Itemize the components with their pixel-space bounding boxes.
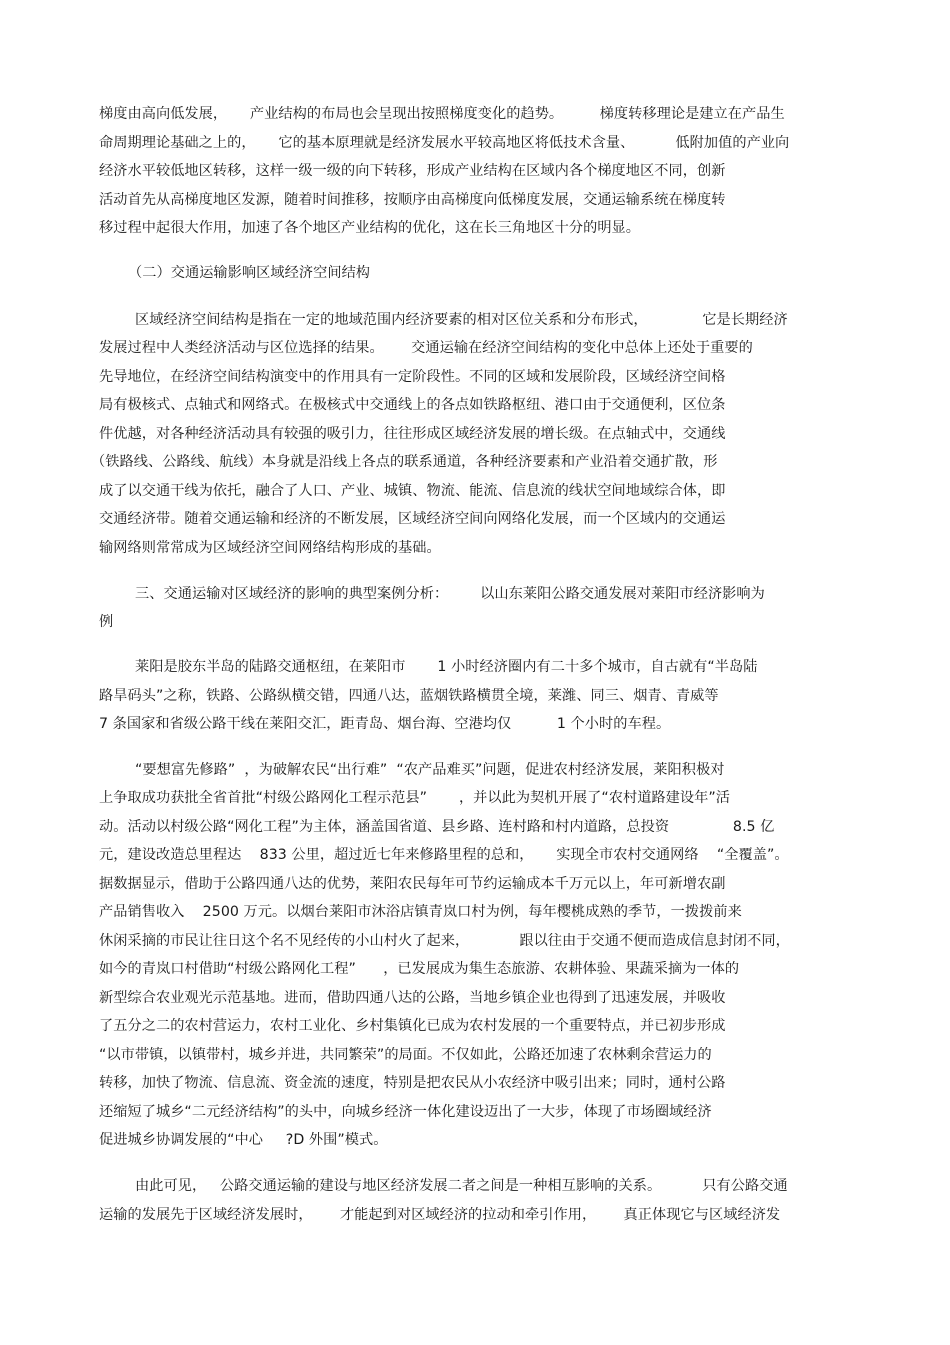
paragraph-2-line-1: 区域经济空间结构是指在一定的地域范围内经济要素的相对区位关系和分布形式， 它是长期经济: [135, 312, 788, 328]
paragraph-1-line-3: 经济水平较低地区转移，这样一级一级的向下转移，形成产业结构在区域内各个梯度地区不同，创新: [99, 163, 726, 179]
paragraph-4-line-11: “以市带镇，以镇带村，城乡并进，共同繁荣”的局面。不仅如此，公路还加速了农林剩余营运力的: [99, 1047, 712, 1063]
paragraph-4-line-7: 休闲采摘的市民让往日这个名不见经传的小山村火了起来， 跟以往由于交通不便而造成信息封闭不同，: [99, 933, 790, 949]
paragraph-4-line-1: “要想富先修路” ，为破解农民“出行难” “农产品难买”问题，促进农村经济发展，莱阳积极对: [135, 762, 725, 778]
paragraph-1-line-4: 活动首先从高梯度地区发源，随着时间推移，按顺序由高梯度向低梯度发展，交通运输系统在梯度转: [99, 192, 726, 208]
paragraph-1-line-2: 命周期理论基础之上的， 它的基本原理就是经济发展水平较高地区将低技术含量、 低附加值的产业向: [99, 135, 790, 151]
paragraph-1-line-1: 梯度由高向低发展， 产业结构的布局也会呈现出按照梯度变化的趋势。 梯度转移理论是建立在产品生: [99, 106, 785, 122]
paragraph-2-line-4: 局有极核式、点轴式和网络式。在极核式中交通线上的各点如铁路枢纽、港口由于交通便利，区位条: [99, 397, 726, 413]
paragraph-2-line-5: 件优越，对各种经济活动具有较强的吸引力，往往形成区域经济发展的增长级。在点轴式中，交通线: [99, 426, 726, 442]
section-heading-2: （二）交通运输影响区域经济空间结构: [128, 265, 371, 281]
paragraph-4-line-9: 新型综合农业观光示范基地。进而，借助四通八达的公路，当地乡镇企业也得到了迅速发展，并吸收: [99, 990, 726, 1006]
paragraph-2-line-3: 先导地位，在经济空间结构演变中的作用具有一定阶段性。不同的区域和发展阶段，区域经济空间格: [99, 369, 726, 385]
paragraph-3-line-2: 路旱码头”之称，铁路、公路纵横交错，四通八达，蓝烟铁路横贯全境，莱潍、同三、烟青、青威等: [99, 688, 719, 704]
paragraph-5-line-2: 运输的发展先于区域经济发展时， 才能起到对区域经济的拉动和牵引作用， 真正体现它与区域经济发: [99, 1207, 781, 1223]
paragraph-2-line-6: （铁路线、公路线、航线）本身就是沿线上各点的联系通道，各种经济要素和产业沿着交通扩散，形: [91, 454, 718, 470]
paragraph-5-line-1: 由此可见， 公路交通运输的建设与地区经济发展二者之间是一种相互影响的关系。 只有公路交通: [135, 1178, 788, 1194]
paragraph-4-line-4: 元，建设改造总里程达 833 公里，超过近七年来修路里程的总和， 实现全市农村交通网络 “全覆盖”。: [99, 847, 789, 863]
paragraph-4-line-12: 转移，加快了物流、信息流、资金流的速度，特别是把农民从小农经济中吸引出来；同时，通村公路: [99, 1075, 726, 1091]
section-heading-3-line-1: 三、交通运输对区域经济的影响的典型案例分析： 以山东莱阳公路交通发展对莱阳市经济影响为: [135, 586, 765, 602]
paragraph-4-line-14: 促进城乡协调发展的“中心 ?D 外围”模式。: [99, 1132, 388, 1148]
paragraph-4-line-6: 产品销售收入 2500 万元。以烟台莱阳市沐浴店镇青岚口村为例，每年樱桃成熟的季节，一拨拨前来: [99, 904, 742, 920]
paragraph-1-line-5: 移过程中起很大作用，加速了各个地区产业结构的优化，这在长三角地区十分的明显。: [99, 220, 641, 236]
paragraph-4-line-13: 还缩短了城乡“二元经济结构”的头中，向城乡经济一体化建设迈出了一大步，体现了市场圈域经济: [99, 1104, 712, 1120]
paragraph-4-line-8: 如今的青岚口村借助“村级公路网化工程” ，已发展成为集生态旅游、农耕体验、果蔬采摘为一体的: [99, 961, 740, 977]
paragraph-2-line-2: 发展过程中人类经济活动与区位选择的结果。 交通运输在经济空间结构的变化中总体上还处于重要的: [99, 340, 753, 356]
paragraph-2-line-9: 输网络则常常成为区域经济空间网络结构形成的基础。: [99, 540, 441, 556]
paragraph-4-line-10: 了五分之二的农村营运力，农村工业化、乡村集镇化已成为农村发展的一个重要特点，并已初步形成: [99, 1018, 726, 1034]
paragraph-4-line-5: 据数据显示，借助于公路四通八达的优势，莱阳农民每年可节约运输成本千万元以上，年可新增农副: [99, 876, 726, 892]
section-heading-3-line-2: 例: [99, 614, 114, 630]
paragraph-4-line-2: 上争取成功获批全省首批“村级公路网化工程示范县” ，并以此为契机开展了“农村道路建设年”活: [99, 790, 731, 806]
paragraph-2-line-7: 成了以交通干线为依托，融合了人口、产业、城镇、物流、能流、信息流的线状空间地域综合体，即: [99, 483, 726, 499]
paragraph-2-line-8: 交通经济带。随着交通运输和经济的不断发展，区域经济空间向网络化发展，而一个区域内的交通运: [99, 511, 726, 527]
paragraph-4-line-3: 动。活动以村级公路“网化工程”为主体，涵盖国省道、县乡路、连村路和村内道路，总投资 8.5 亿: [99, 819, 775, 835]
paragraph-3-line-1: 莱阳是胶东半岛的陆路交通枢纽，在莱阳市 1 小时经济圈内有二十多个城市，自古就有“半岛陆: [135, 659, 758, 675]
paragraph-3-line-3: 7 条国家和省级公路干线在莱阳交汇，距青岛、烟台海、空港均仅 1 个小时的车程。: [99, 716, 671, 732]
